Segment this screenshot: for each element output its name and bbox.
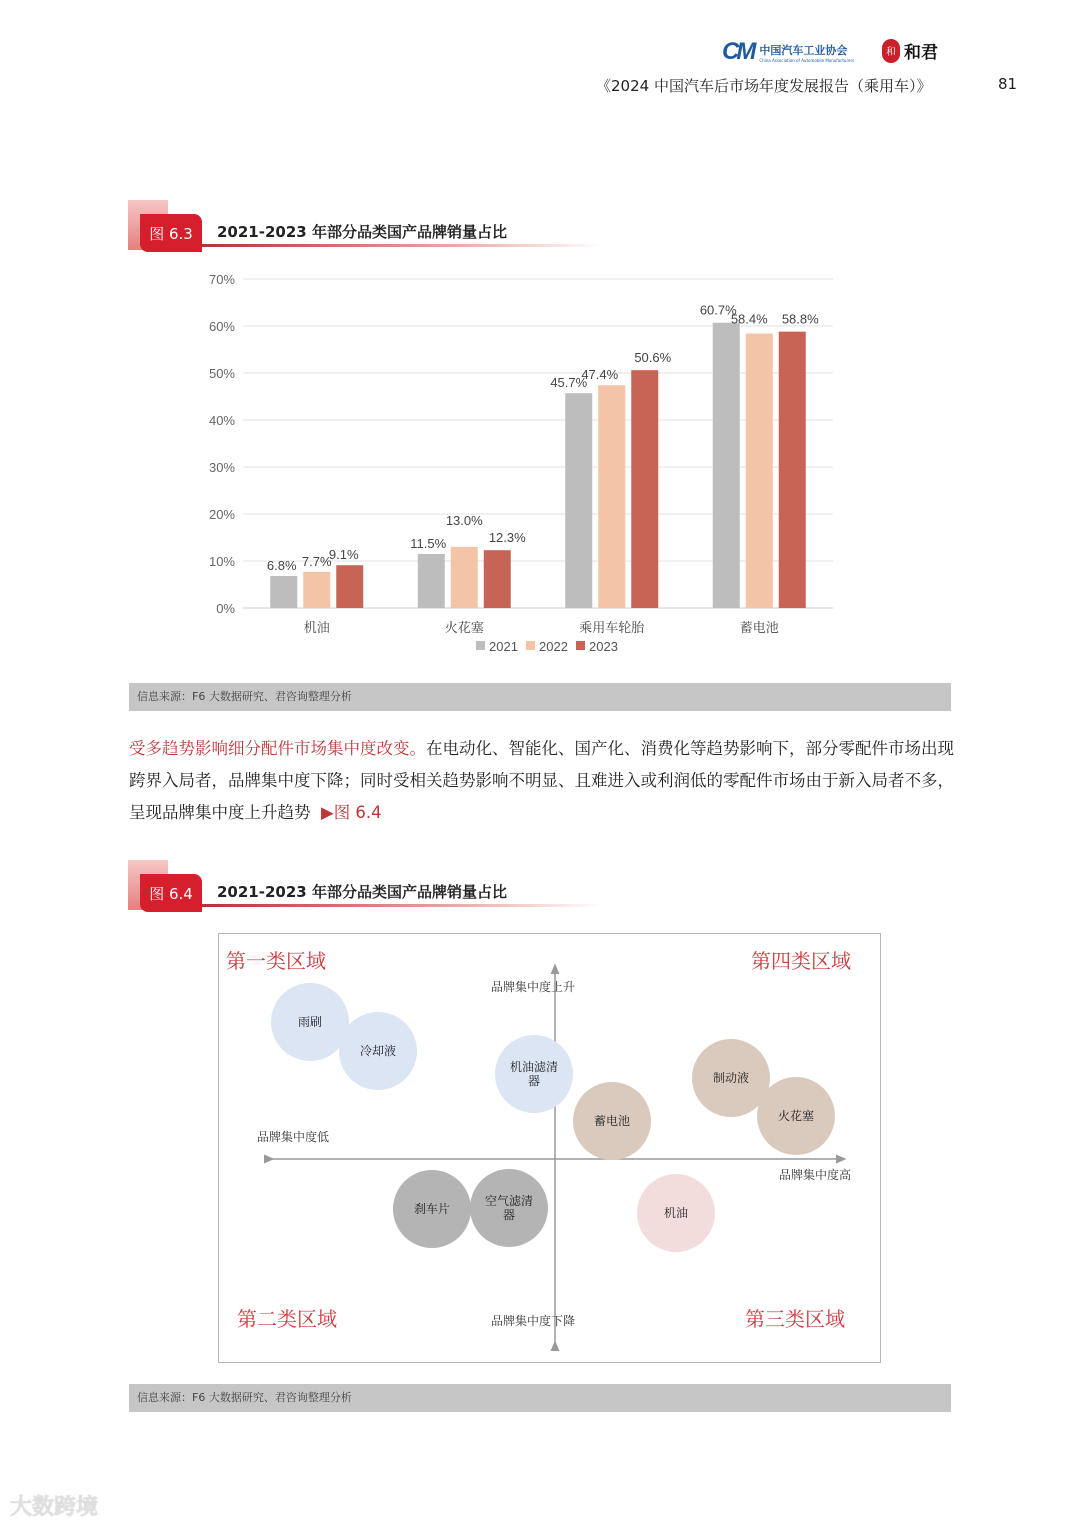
data-label: 11.5% <box>410 535 447 551</box>
bubble-label: 机油 <box>663 1206 688 1220</box>
document-title: 《2024 中国汽车后市场年度发展报告（乘用车）》 <box>596 77 932 95</box>
x-tick-label: 机油 <box>303 621 330 636</box>
bubble-7 <box>393 1170 471 1248</box>
y-tick-label: 30% <box>208 460 235 475</box>
figure-source: 信息来源：F6 大数据研究、君咨询整理分析 <box>129 1384 951 1412</box>
bubble-label: 冷却液 <box>359 1044 396 1058</box>
bubble-label: 蓄电池 <box>593 1114 630 1128</box>
bubble-label: 制动液 <box>712 1071 749 1085</box>
bubble-8 <box>470 1169 548 1247</box>
data-label: 6.8% <box>266 558 297 574</box>
data-label: 47.4% <box>581 367 619 383</box>
hejun-name: 和君 <box>904 43 938 63</box>
bubble-label: 刹车片 <box>413 1202 450 1216</box>
caam-logo-mark: CM <box>722 38 754 65</box>
data-label: 13.0% <box>445 512 483 528</box>
y-tick-label: 0% <box>216 601 235 616</box>
x-tick-label: 乘用车轮胎 <box>579 621 645 636</box>
bubble-4 <box>573 1082 651 1160</box>
data-label: 7.7% <box>301 553 332 569</box>
data-label: 50.6% <box>634 350 672 366</box>
data-label: 12.3% <box>488 530 526 546</box>
y-tick-label: 50% <box>208 366 235 381</box>
legend-label: 2022 <box>539 639 568 654</box>
bubble-label: 火花塞 <box>777 1109 814 1123</box>
quadrant-2-label: 第二类区域 <box>237 1307 337 1331</box>
figure-tag: 图 6.3 <box>140 214 202 252</box>
quadrant-1-label: 第一类区域 <box>226 949 326 973</box>
bubble-6 <box>757 1077 835 1155</box>
bubble-1 <box>271 983 349 1061</box>
legend-label: 2021 <box>489 639 518 654</box>
bubble-label: 空气滤清器 <box>484 1194 533 1222</box>
data-label: 58.4% <box>730 311 768 327</box>
caam-sub: China Association of Automobile Manufacturers <box>759 57 855 63</box>
axis-label-up: 品牌集中度上升 <box>491 980 576 994</box>
y-tick-label: 10% <box>208 554 235 569</box>
legend-label: 2023 <box>589 639 618 654</box>
watermark: 大数跨境 <box>10 1495 99 1520</box>
quadrant-4-label: 第四类区域 <box>751 949 851 973</box>
x-tick-label: 蓄电池 <box>739 621 779 636</box>
bubble-3 <box>495 1035 573 1113</box>
y-tick-label: 70% <box>208 272 235 287</box>
caam-name: 中国汽车工业协会 <box>759 43 848 57</box>
bubble-label: 机油滤清器 <box>509 1060 558 1088</box>
y-tick-label: 60% <box>208 319 235 334</box>
hejun-seal-icon: 和 <box>882 39 900 63</box>
x-tick-label: 火花塞 <box>444 621 484 636</box>
figure-tag: 图 6.4 <box>140 874 202 912</box>
paragraph-highlight: 受多趋势影响细分配件市场集中度改变。 <box>129 739 426 758</box>
data-label: 58.8% <box>781 311 819 327</box>
axis-label-high: 品牌集中度高 <box>779 1168 852 1182</box>
bubble-9 <box>637 1174 715 1252</box>
figure-title: 2021-2023 年部分品类国产品牌销量占比 <box>217 223 507 241</box>
y-tick-label: 20% <box>208 507 235 522</box>
data-label: 9.1% <box>328 547 359 563</box>
axis-label-low: 品牌集中度低 <box>257 1130 330 1144</box>
bubble-label: 雨刷 <box>297 1015 322 1029</box>
figure-source: 信息来源：F6 大数据研究、君咨询整理分析 <box>129 683 951 711</box>
y-tick-label: 40% <box>208 413 235 428</box>
paragraph-body: 在电动化、智能化、国产化、消费化等趋势影响下，部分零配件市场出现跨界入局者，品牌集中度下降；同时受相关趋势影响不明显、且难进入或利润低的零配件市场由于新入局者不多，呈现品牌集中度上升趋势 <box>129 739 954 822</box>
axis-label-down: 品牌集中度下降 <box>491 1314 576 1328</box>
data-label: 45.7% <box>550 375 588 391</box>
quadrant-3-label: 第三类区域 <box>745 1307 845 1331</box>
bubble-2 <box>339 1012 417 1090</box>
figure-title: 2021-2023 年部分品类国产品牌销量占比 <box>217 883 507 901</box>
page-number: 81 <box>998 75 1018 93</box>
figure-reference-link[interactable]: ▶图 6.4 <box>321 803 382 822</box>
data-label: 60.7% <box>699 302 737 318</box>
